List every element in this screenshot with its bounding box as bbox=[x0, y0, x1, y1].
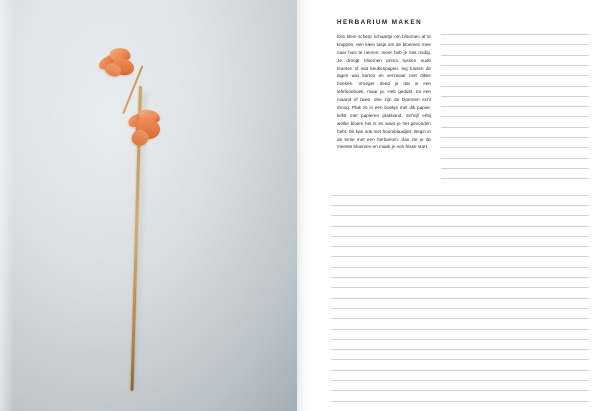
rule-line bbox=[331, 215, 589, 216]
rule-line bbox=[441, 137, 589, 138]
body-text: Een klein scherp schaartje om bloemen af te knippen, een klein tasje om de bloemen mee naar huis te nemen, meer heb je niet nodig. Je droogt bloemen prima tussen oude kranten of wat keukenpapier, leg tussen de lagen wat karton en verzwaar met dikke boeken. Vroeger deed je dat in een telefoonboek, maar ja. Heb geduld, na een maand of twee, drie zijn de bloemen echt droog. Plak ze in een boekje met dik papier, liefst met papieren plakband. Schrijf erbij welke bloem het is en waar je het gevonden hebt. Dit kan ook met boomblaadjes. Begin in de lente met een herbarium, dan zie je de meeste bloemen en maak je een frisse start. bbox=[337, 34, 431, 150]
rule-line bbox=[331, 401, 589, 402]
rule-line bbox=[441, 86, 589, 87]
rule-line bbox=[331, 370, 589, 371]
rule-line bbox=[441, 65, 589, 66]
rule-line bbox=[331, 359, 589, 360]
rule-line bbox=[331, 349, 589, 350]
rule-line bbox=[331, 308, 589, 309]
rule-line bbox=[441, 96, 589, 97]
rule-line bbox=[441, 44, 589, 45]
rule-line bbox=[331, 329, 589, 330]
rule-line bbox=[441, 106, 589, 107]
rule-line bbox=[331, 390, 589, 391]
rule-line bbox=[331, 195, 589, 196]
rule-line bbox=[441, 75, 589, 76]
rule-line bbox=[441, 147, 589, 148]
page-title: HERBARIUM MAKEN bbox=[337, 19, 423, 26]
rule-line bbox=[331, 267, 589, 268]
rule-line bbox=[331, 236, 589, 237]
rule-line bbox=[331, 298, 589, 299]
rule-line bbox=[331, 205, 589, 206]
text-page bbox=[309, 0, 600, 411]
rule-line bbox=[331, 318, 589, 319]
rule-line bbox=[331, 277, 589, 278]
rule-line bbox=[331, 226, 589, 227]
rule-line bbox=[441, 116, 589, 117]
rule-line bbox=[441, 158, 589, 159]
rule-line bbox=[331, 246, 589, 247]
rule-line bbox=[441, 34, 589, 35]
flower-head-top bbox=[96, 46, 144, 82]
page-gutter bbox=[297, 0, 309, 411]
flower-head-lower bbox=[128, 110, 172, 154]
rule-line bbox=[331, 256, 589, 257]
rule-line bbox=[441, 178, 589, 179]
rule-line bbox=[441, 127, 589, 128]
photo-page bbox=[0, 0, 297, 411]
rule-line bbox=[331, 287, 589, 288]
rule-line bbox=[441, 55, 589, 56]
rule-line bbox=[441, 168, 589, 169]
rule-line bbox=[331, 380, 589, 381]
rule-line bbox=[331, 339, 589, 340]
